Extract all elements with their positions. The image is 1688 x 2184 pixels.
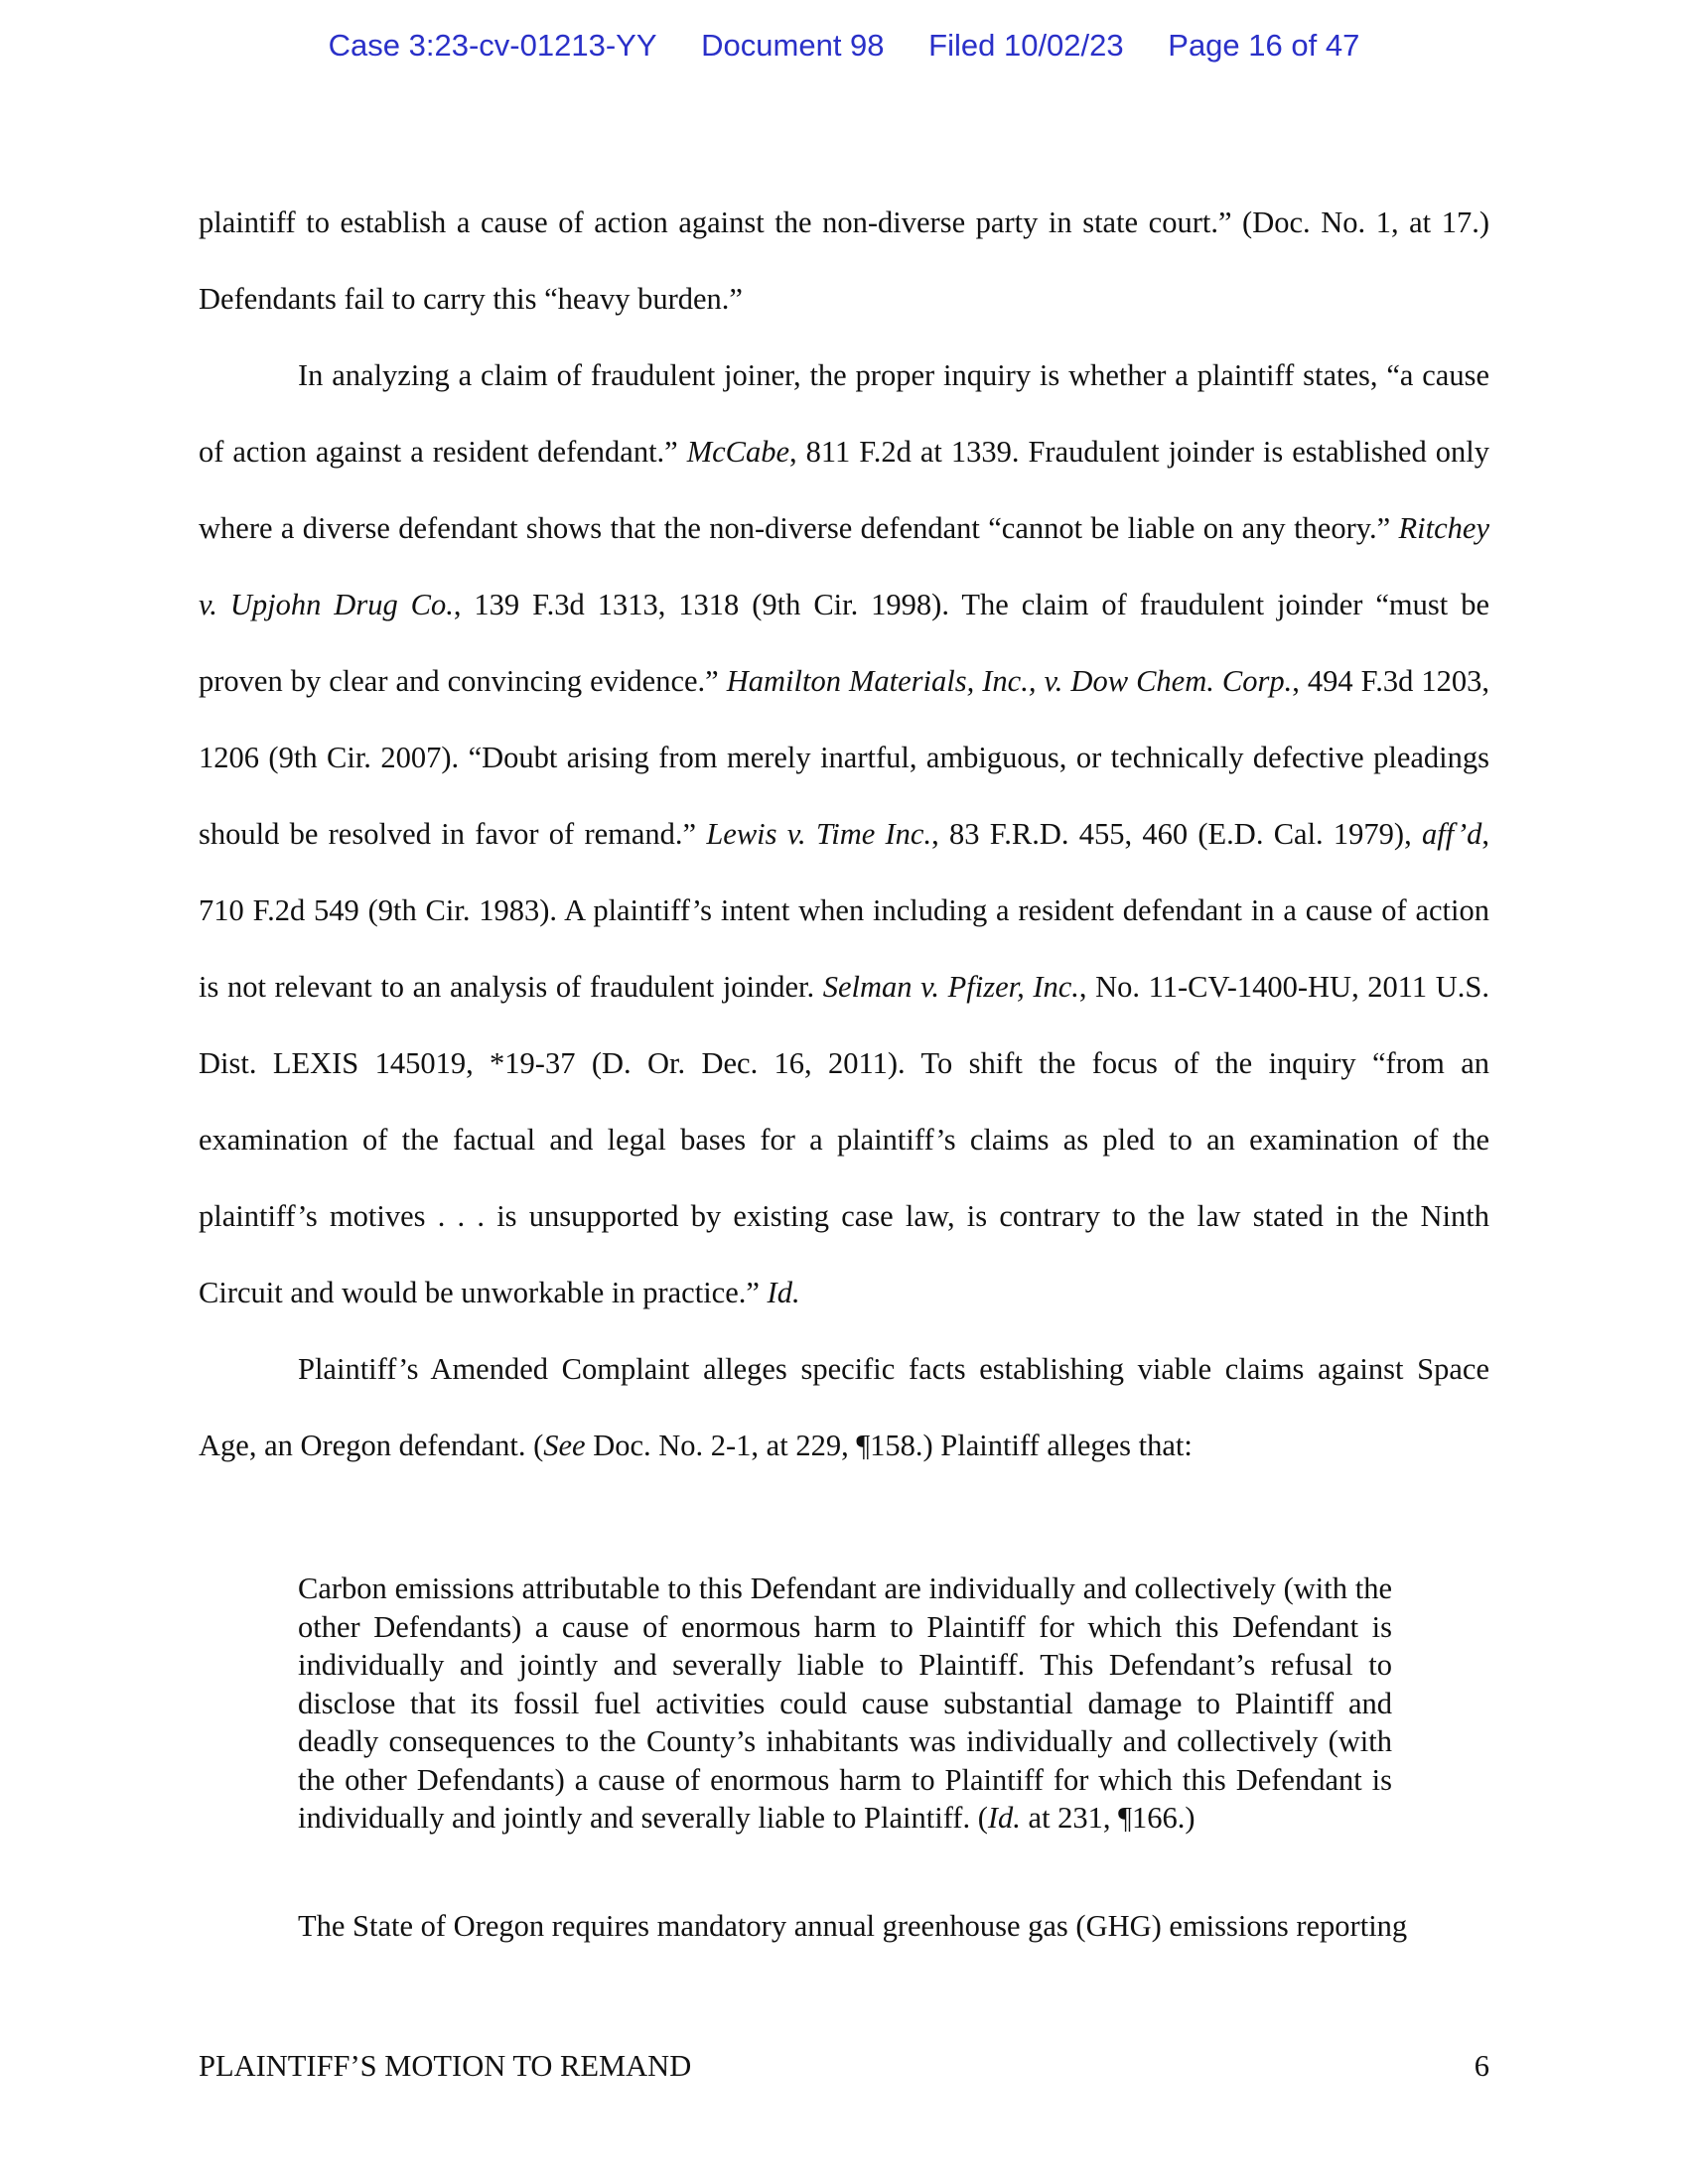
paragraph-amended-complaint xyxy=(199,1331,1489,1484)
text-run: , 710 F.2d 549 (9th Cir. 1983). A plaintiff’s intent when including a resident defendant in a cause of action is not relevant to an analysis of fraudulent joinder. xyxy=(199,817,1489,1004)
italic-citation: aff’d xyxy=(1421,817,1482,851)
text-run: plaintiff to establish a cause of action against the non-diverse party in state court.” (Doc. No. 1, at 17.) Defendants fail to carry this “heavy burden.” xyxy=(199,205,1489,316)
italic-citation: Id. xyxy=(987,1801,1021,1835)
text-run: , 494 F.3d 1203, 1206 (9th Cir. 2007). “Doubt arising from merely inartful, ambiguous, or technically defective pleadings should be resolved in favor of remand.” xyxy=(199,664,1489,851)
italic-citation: See xyxy=(543,1429,586,1462)
italic-citation: Selman v. Pfizer, Inc. xyxy=(822,970,1079,1004)
text-run: Doc. No. 2-1, at 229, ¶158.) Plaintiff alleges that: xyxy=(585,1429,1193,1462)
italic-citation: Id. xyxy=(767,1276,800,1309)
document-body xyxy=(199,185,1489,1484)
text-run: Plaintiff’s Amended Complaint alleges specific facts establishing viable claims against Space Age, an Oregon defendant. ( xyxy=(199,1352,1489,1462)
case-header xyxy=(0,28,1688,71)
text-run: , 811 F.2d at 1339. Fraudulent joinder is established only where a diverse defendant shows that the non-diverse defendant “cannot be liable on any theory.” xyxy=(199,435,1490,545)
paragraph-fraudulent-joinder xyxy=(199,338,1489,1331)
italic-citation: Ritchey v. Upjohn Drug Co. xyxy=(199,511,1489,621)
text-run: Carbon emissions attributable to this Defendant are individually and collectively (with the other Defendants) a cause of enormous harm to Plaintiff for which this Defendant is individually and jointly and severally liable to Plaintiff. This Defendant’s refusal to disclose that its fossil fuel activities could cause substantial damage to Plaintiff and deadly consequences to the County’s inhabitants was individually and collectively (with the other Defendants) a cause of enormous harm to Plaintiff for which this Defendant is individually and jointly and severally liable to Plaintiff. ( xyxy=(298,1571,1392,1835)
case-number: Case 3:23-cv-01213-YY xyxy=(328,28,657,63)
footer-title: PLAINTIFF’S MOTION TO REMAND xyxy=(199,2049,692,2083)
text-run: , 83 F.R.D. 455, 460 (E.D. Cal. 1979), xyxy=(931,817,1422,851)
filed-date: Filed 10/02/23 xyxy=(928,28,1124,63)
page-number: 6 xyxy=(1474,2049,1489,2083)
paragraph-continuation xyxy=(199,185,1489,338)
text-run: In analyzing a claim of fraudulent joiner, the proper inquiry is whether a plaintiff states, “a cause of action against a resident defendant.” xyxy=(199,358,1489,469)
text-run: at 231, ¶166.) xyxy=(1020,1801,1196,1835)
italic-citation: McCabe xyxy=(686,435,790,469)
paragraph-oregon-reporting: The State of Oregon requires mandatory annual greenhouse gas (GHG) emissions reporting xyxy=(298,1909,1408,1943)
block-quote xyxy=(298,1570,1392,1838)
text-run: , 139 F.3d 1313, 1318 (9th Cir. 1998). The claim of fraudulent joinder “must be proven by clear and convincing evidence.” xyxy=(199,588,1489,698)
text-run: , No. 11-CV-1400-HU, 2011 U.S. Dist. LEXIS 145019, *19-37 (D. Or. Dec. 16, 2011). To shift the focus of the inquiry “from an examination of the factual and legal bases for a plaintiff’s claims as pled to an examination of the plaintiff’s motives . . . is unsupported by existing case law, is contrary to the law stated in the Ninth Circuit and would be unworkable in practice.” xyxy=(199,970,1490,1309)
italic-citation: Hamilton Materials, Inc., v. Dow Chem. Corp. xyxy=(726,664,1293,698)
page-indicator: Page 16 of 47 xyxy=(1168,28,1360,63)
italic-citation: Lewis v. Time Inc. xyxy=(706,817,932,851)
document-number: Document 98 xyxy=(701,28,885,63)
